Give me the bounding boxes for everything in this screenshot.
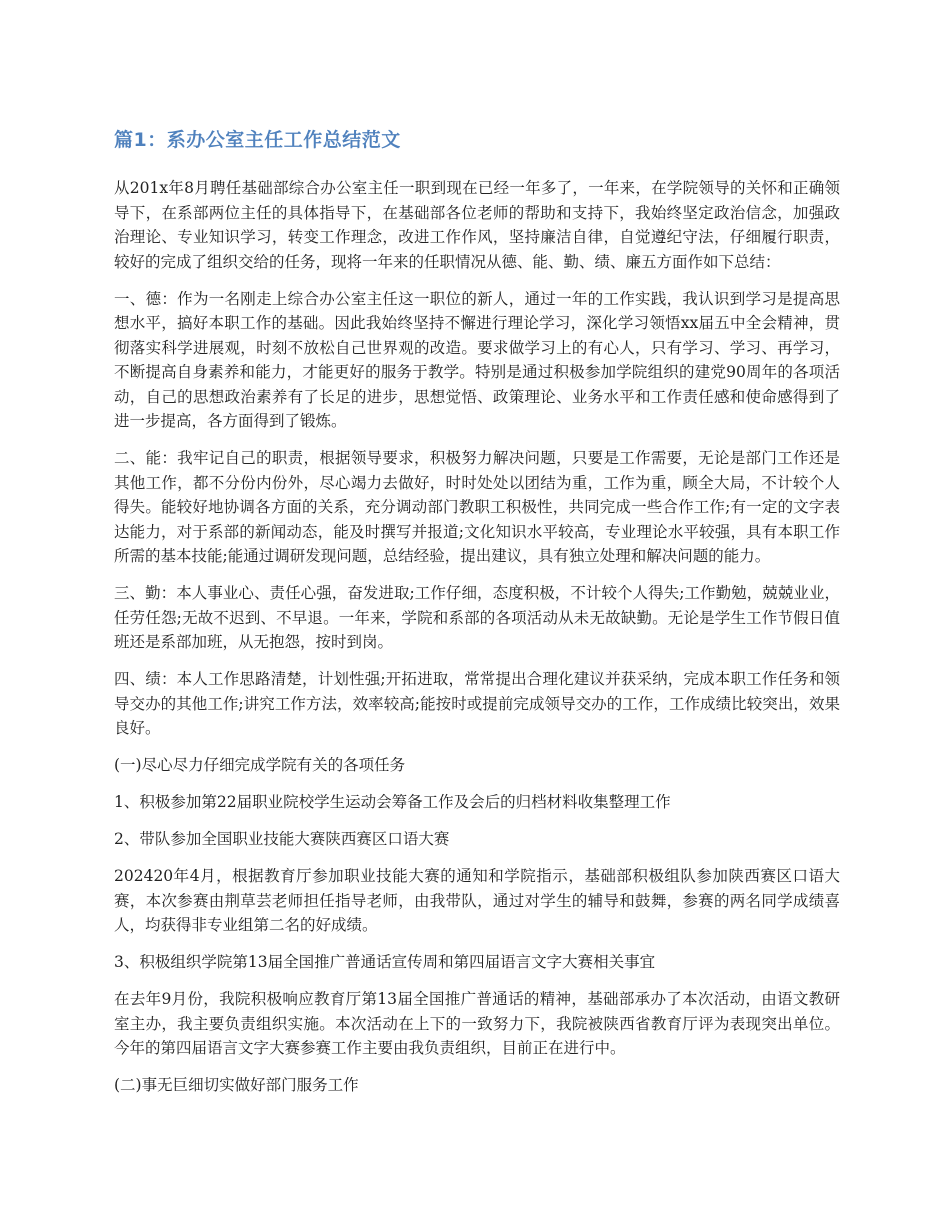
paragraph-contest: 202420年4月，根据教育厅参加职业技能大赛的通知和学院指示，基础部积极组队参加陕西赛区口语大赛，本次参赛由荆草芸老师担任指导老师，由我带队，通过对学生的辅导和鼓舞，参赛的两名同学成绩喜人，均获得非专业组第二名的好成绩。 xyxy=(114,867,840,934)
paragraph-ability: 二、能：我牢记自己的职责，根据领导要求，积极努力解决问题，只要是工作需要，无论是部门工作还是其他工作，都不分份内份外，尽心竭力去做好，时时处处以团结为重，工作为重，顾全大局，不计较个人得失。能较好地协调各方面的关系，充分调动部门教职工积极性，共同完成一些合作工作;有一定的文字表达能力，对于系部的新闻动态，能及时撰写并报道;文化知识水平较高，专业理论水平较强，具有本职工作所需的基本技能;能通过调研发现问题，总结经验，提出建议，具有独立处理和解决问题的能力。 xyxy=(114,449,840,565)
paragraph-achievement: 四、绩：本人工作思路清楚，计划性强;开拓进取，常常提出合理化建议并获采纳，完成本职工作任务和领导交办的其他工作;讲究工作方法，效率较高;能按时或提前完成领导交办的工作，工作成绩比较突出，效果良好。 xyxy=(114,670,840,737)
paragraph-diligence: 三、勤：本人事业心、责任心强，奋发进取;工作仔细，态度积极，不计较个人得失;工作勤勉，兢兢业业，任劳任怨;无故不迟到、不早退。一年来，学院和系部的各项活动从未无故缺勤。无论是学生工作节假日值班还是系部加班，从无抱怨，按时到岗。 xyxy=(114,584,840,651)
subheading-service: (二)事无巨细切实做好部门服务工作 xyxy=(114,1076,359,1094)
subheading-tasks: (一)尽心尽力仔细完成学院有关的各项任务 xyxy=(114,756,406,774)
list-item-1: 1、积极参加第22届职业院校学生运动会筹备工作及会后的归档材料收集整理工作 xyxy=(114,793,671,811)
paragraph-virtue: 一、德：作为一名刚走上综合办公室主任这一职位的新人，通过一年的工作实践，我认识到学习是提高思想水平，搞好本职工作的基础。因此我始终坚持不懈进行理论学习，深化学习领悟xx届五中全会精神，贯彻落实科学进展观，时刻不放松自己世界观的改造。要求做学习上的有心人，只有学习、学习、再学习，不断提高自身素养和能力，才能更好的服务于教学。特别是通过积极参加学院组织的建党90周年的各项活动，自己的思想政治素养有了长足的进步，思想觉悟、政策理论、业务水平和工作责任感和使命感得到了进一步提高，各方面得到了锻炼。 xyxy=(114,289,840,430)
list-item-2: 2、带队参加全国职业技能大赛陕西赛区口语大赛 xyxy=(114,830,450,848)
list-item-3: 3、积极组织学院第13届全国推广普通话宣传周和第四届语言文字大赛相关事宜 xyxy=(114,953,656,971)
document-title: 篇1：系办公室主任工作总结范文 xyxy=(114,129,401,151)
paragraph-putonghua: 在去年9月份，我院积极响应教育厅第13届全国推广普通话的精神，基础部承办了本次活动，由语文教研室主办，我主要负责组织实施。本次活动在上下的一致努力下，我院被陕西省教育厅评为表现突出单位。今年的第四届语言文字大赛参赛工作主要由我负责组织，目前正在进行中。 xyxy=(114,990,840,1057)
document-page xyxy=(114,126,840,1110)
paragraph-intro: 从201x年8月聘任基础部综合办公室主任一职到现在已经一年多了，一年来，在学院领导的关怀和正确领导下，在系部两位主任的具体指导下，在基础部各位老师的帮助和支持下，我始终坚定政治信念，加强政治理论、专业知识学习，转变工作理念，改进工作作风，坚持廉洁自律，自觉遵纪守法，仔细履行职责，较好的完成了组织交给的任务，现将一年来的任职情况从德、能、勤、绩、廉五方面作如下总结： xyxy=(114,179,840,271)
